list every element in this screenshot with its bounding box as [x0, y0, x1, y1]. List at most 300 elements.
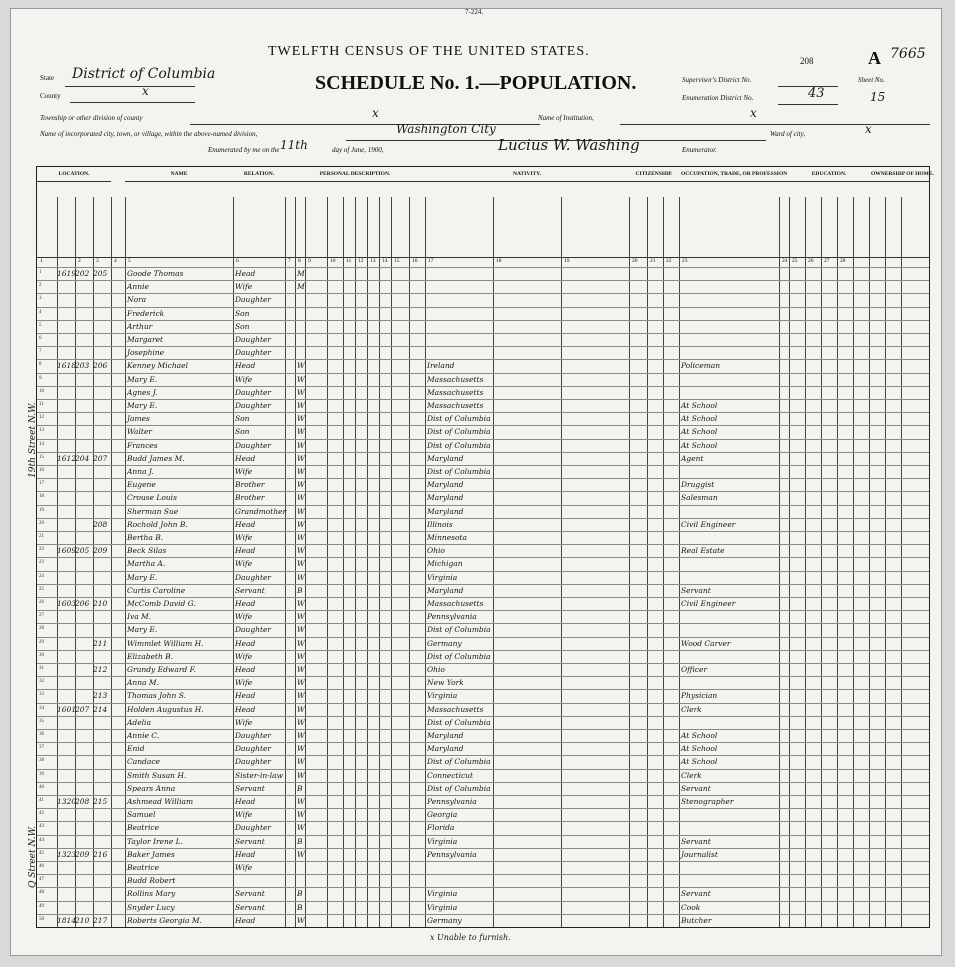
cell-birthplace: Dist of Columbia: [427, 783, 491, 793]
cell-family: 217: [93, 915, 108, 925]
cell-sex: W: [297, 797, 305, 806]
cell-birthplace: Pennsylvania: [427, 849, 477, 859]
column-group-3: PERSONAL DESCRIPTION.: [319, 171, 391, 177]
cell-birthplace: Virginia: [427, 889, 458, 899]
table-row: [37, 861, 929, 862]
cell-name: Spears Anna: [127, 783, 176, 793]
row-number: 28: [39, 626, 44, 632]
table-row: [37, 887, 929, 888]
cell-occupation: At School: [681, 731, 718, 740]
column-group-8: OWNERSHIP OF HOME.: [871, 171, 934, 177]
cell-name: Agnes J.: [127, 387, 158, 397]
cell-relation: Brother: [235, 493, 265, 503]
cell-dwelling: 206: [75, 599, 90, 608]
cell-relation: Servant: [235, 902, 265, 912]
table-row: [37, 729, 929, 730]
table-row: [37, 848, 929, 849]
row-number: 35: [39, 718, 44, 724]
row-number: 26: [39, 600, 44, 605]
cell-sex: M: [297, 269, 305, 278]
row-number: 5: [39, 322, 42, 328]
table-row: [37, 478, 929, 479]
cell-name: Snyder Lucy: [127, 902, 175, 912]
row-number: 25: [39, 586, 44, 592]
cell-name: Grundy Edward F.: [127, 665, 197, 674]
cell-sex: W: [297, 533, 305, 542]
cell-name: Crouse Louis: [127, 493, 177, 503]
cell-sex: W: [297, 717, 305, 727]
cell-relation: Daughter: [235, 335, 271, 344]
row-number: 16: [39, 468, 44, 473]
cell-relation: Daughter: [235, 625, 271, 635]
table-row: [37, 571, 929, 572]
cell-relation: Daughter: [235, 401, 271, 410]
cell-relation: Head: [235, 797, 256, 806]
cell-relation: Head: [235, 665, 256, 674]
table-row: [37, 333, 929, 334]
table-row: [37, 703, 929, 704]
table-row: [37, 412, 929, 413]
cell-birthplace: Dist of Columbia: [427, 427, 491, 437]
cell-relation: Head: [235, 546, 256, 556]
cell-occupation: At School: [681, 744, 718, 754]
column-number: 24: [782, 258, 788, 264]
cell-birthplace: New York: [427, 678, 464, 688]
cell-sex: W: [297, 665, 305, 674]
row-number: 6: [39, 336, 42, 341]
cell-birthplace: Virginia: [427, 572, 458, 582]
cell-relation: Servant: [235, 836, 265, 846]
cell-sex: W: [297, 493, 305, 503]
cell-name: Eugene: [127, 480, 156, 490]
cell-sex: W: [297, 440, 305, 450]
cell-sex: B: [297, 902, 303, 912]
column-number: 6: [236, 258, 239, 264]
cell-house: 1323: [57, 849, 77, 859]
row-number: 49: [39, 903, 44, 909]
institution-value: x: [750, 106, 757, 120]
table-row: [37, 320, 929, 321]
cell-occupation: Butcher: [681, 915, 712, 925]
column-number: 12: [358, 258, 364, 264]
cell-relation: Head: [235, 638, 256, 648]
cell-name: Candace: [127, 757, 160, 767]
cell-birthplace: Maryland: [427, 453, 464, 463]
row-number: 43: [39, 824, 44, 830]
cell-dwelling: 205: [75, 546, 90, 556]
cell-name: Taylor Irene L.: [127, 836, 184, 846]
cell-relation: Wife: [235, 810, 253, 820]
cell-name: Arthur: [127, 321, 153, 331]
form-number: 7-224.: [465, 8, 484, 16]
cell-birthplace: Maryland: [427, 585, 464, 595]
cell-birthplace: Florida: [427, 823, 455, 833]
page-number: 208: [800, 56, 814, 66]
cell-occupation: At School: [681, 414, 718, 424]
cell-house: 1618: [57, 361, 77, 371]
state-value: District of Columbia: [72, 66, 216, 82]
cell-sex: B: [297, 836, 303, 846]
cell-name: Mary E.: [127, 374, 158, 384]
row-number: 47: [39, 877, 44, 883]
table-row: [37, 597, 929, 598]
cell-sex: W: [297, 770, 305, 780]
table-row: [37, 795, 929, 796]
table-row: [37, 452, 929, 453]
cell-sex: W: [297, 638, 305, 648]
census-page: [10, 8, 942, 956]
cell-family: 216: [93, 849, 108, 859]
cell-relation: Head: [235, 361, 256, 371]
row-number: 10: [39, 388, 44, 394]
column-number: 7: [288, 258, 291, 264]
cell-name: Smith Susan H.: [127, 770, 187, 780]
cell-sex: W: [297, 757, 305, 767]
column-group-2: RELATION.: [243, 171, 275, 177]
cell-sex: B: [297, 783, 303, 793]
cell-sex: W: [297, 612, 305, 622]
cell-sex: W: [297, 374, 305, 384]
cell-name: Mary E.: [127, 625, 158, 635]
cell-name: Budd James M.: [127, 453, 185, 463]
row-number: 7: [39, 349, 42, 355]
table-row: [37, 584, 929, 585]
row-number: 21: [39, 534, 44, 539]
cell-occupation: Wood Carver: [681, 638, 731, 648]
column-number: 16: [412, 258, 418, 264]
cell-occupation: At School: [681, 440, 718, 450]
cell-birthplace: Connecticut: [427, 770, 474, 780]
row-number: 31: [39, 666, 44, 671]
column-number: 5: [128, 258, 131, 264]
cell-sex: W: [297, 731, 305, 740]
cell-occupation: Officer: [681, 665, 708, 674]
table-row: [37, 544, 929, 545]
column-number: 11: [346, 258, 352, 264]
table-row: [37, 267, 929, 268]
cell-name: Frances: [127, 440, 158, 450]
row-number: 39: [39, 771, 44, 777]
table-header: [37, 167, 934, 268]
row-number: 37: [39, 745, 44, 751]
population-table: [36, 166, 934, 928]
cell-birthplace: Massachusetts: [427, 599, 484, 608]
cell-birthplace: Maryland: [427, 731, 464, 740]
cell-relation: Wife: [235, 282, 253, 292]
cell-name: Bertha B.: [127, 533, 164, 542]
cell-family: 212: [93, 665, 108, 674]
row-number: 24: [39, 573, 44, 579]
table-row: [37, 518, 929, 519]
cell-occupation: Civil Engineer: [681, 599, 736, 608]
row-number: 29: [39, 639, 44, 645]
table-row: [37, 399, 929, 400]
cell-family: 205: [93, 269, 108, 278]
cell-relation: Head: [235, 519, 256, 529]
cell-relation: Head: [235, 849, 256, 859]
enumerated-month-label: day of June, 1900,: [332, 146, 384, 154]
column-number: 21: [650, 258, 656, 264]
cell-occupation: At School: [681, 427, 718, 437]
row-number: 13: [39, 428, 44, 434]
cell-name: Ashmead William: [127, 797, 194, 806]
cell-relation: Wife: [235, 533, 253, 542]
table-row: [37, 821, 929, 822]
cell-name: Rochold John B.: [127, 519, 188, 529]
row-number: 36: [39, 732, 44, 737]
cell-name: Josephine: [127, 348, 165, 358]
table-row: [37, 874, 929, 875]
cell-dwelling: 203: [75, 361, 90, 371]
margin-note-street-2: Q Street N.W.: [28, 825, 38, 888]
column-number: 20: [632, 258, 638, 264]
cell-birthplace: Maryland: [427, 480, 464, 490]
cell-sex: B: [297, 585, 303, 595]
cell-sex: W: [297, 691, 305, 701]
cell-name: Sherman Sue: [127, 506, 179, 516]
cell-sex: W: [297, 506, 305, 516]
cell-birthplace: Dist of Columbia: [427, 717, 491, 727]
cell-occupation: Policeman: [681, 361, 721, 371]
margin-note-street: 19th Street N.W.: [28, 402, 38, 478]
cell-sex: W: [297, 559, 305, 569]
cell-relation: Wife: [235, 678, 253, 688]
row-number: 1: [39, 270, 42, 275]
cell-relation: Grandmother: [235, 506, 287, 516]
cell-name: Mary E.: [127, 572, 158, 582]
row-number: 22: [39, 547, 44, 553]
column-group-7: EDUCATION.: [811, 171, 847, 177]
row-number: 50: [39, 916, 44, 922]
state-label: State: [40, 74, 54, 82]
cell-name: Annie C.: [127, 731, 160, 740]
cell-relation: Head: [235, 691, 256, 701]
cell-house: 1612: [57, 453, 77, 463]
cell-relation: Daughter: [235, 757, 271, 767]
cell-dwelling: 209: [75, 849, 90, 859]
column-number: 9: [308, 258, 311, 264]
cell-relation: Wife: [235, 559, 253, 569]
cell-occupation: Clerk: [681, 770, 702, 780]
cell-relation: Daughter: [235, 440, 271, 450]
cell-relation: Daughter: [235, 823, 271, 833]
column-group-1: NAME: [170, 171, 188, 177]
row-number: 19: [39, 507, 44, 513]
cell-name: Wimmlet William H.: [127, 638, 204, 648]
footnote: x Unable to furnish.: [430, 933, 511, 942]
cell-name: Beatrice: [127, 823, 160, 833]
cell-relation: Son: [235, 414, 250, 424]
cell-name: Nora: [127, 295, 147, 305]
cell-sex: W: [297, 678, 305, 688]
cell-name: Rollins Mary: [127, 889, 176, 899]
cell-birthplace: Minnesota: [427, 533, 468, 542]
cell-sex: W: [297, 546, 305, 556]
table-row: [37, 755, 929, 756]
row-number: 42: [39, 811, 44, 817]
cell-house: 1814: [57, 915, 77, 925]
cell-birthplace: Dist of Columbia: [427, 440, 491, 450]
column-number: 8: [298, 258, 301, 264]
column-number: 28: [840, 258, 846, 264]
city-value: Washington City: [396, 122, 496, 136]
cell-name: Annie: [127, 282, 149, 292]
row-number: 34: [39, 705, 44, 711]
cell-house: 1619: [57, 269, 77, 278]
cell-family: 206: [93, 361, 108, 371]
cell-name: Budd Robert: [127, 876, 176, 886]
column-number: 15: [394, 258, 400, 264]
cell-birthplace: Pennsylvania: [427, 797, 477, 806]
cell-occupation: Journalist: [681, 849, 718, 859]
cell-birthplace: Massachusetts: [427, 387, 484, 397]
cell-sex: W: [297, 480, 305, 490]
cell-name: James: [127, 414, 150, 424]
cell-family: 211: [93, 638, 108, 648]
cell-dwelling: 210: [75, 915, 90, 925]
row-number: 32: [39, 679, 44, 685]
cell-occupation: Servant: [681, 836, 711, 846]
cell-name: Samuel: [127, 810, 156, 820]
cell-birthplace: Michigan: [427, 559, 463, 569]
enumeration-label: Enumeration District No.: [682, 94, 754, 102]
cell-occupation: At School: [681, 757, 718, 767]
cell-family: 207: [93, 453, 108, 463]
table-row: [37, 491, 929, 492]
row-number: 3: [39, 296, 42, 302]
row-number: 20: [39, 520, 44, 526]
cell-name: McComb David G.: [127, 599, 196, 608]
cell-sex: W: [297, 744, 305, 754]
enumerated-label: Enumerated by me on the: [208, 146, 280, 154]
cell-name: Enid: [127, 744, 145, 754]
cell-dwelling: 202: [75, 269, 90, 278]
cell-dwelling: 207: [75, 704, 90, 714]
cell-sex: W: [297, 453, 305, 463]
table-row: [37, 293, 929, 294]
table-row: [37, 307, 929, 308]
cell-relation: Daughter: [235, 348, 271, 358]
column-number: 3: [96, 258, 99, 264]
cell-birthplace: Germany: [427, 638, 462, 648]
cell-occupation: Druggist: [681, 480, 715, 490]
cell-relation: Daughter: [235, 387, 271, 397]
cell-occupation: At School: [681, 401, 718, 410]
table-row: [37, 689, 929, 690]
row-number: 41: [39, 798, 44, 803]
schedule-title: SCHEDULE No. 1.—POPULATION.: [315, 72, 637, 94]
cell-sex: W: [297, 519, 305, 529]
column-number: 17: [428, 258, 434, 264]
cell-birthplace: Georgia: [427, 810, 458, 820]
cell-occupation: Servant: [681, 585, 711, 595]
cell-relation: Wife: [235, 863, 253, 872]
cell-relation: Servant: [235, 889, 265, 899]
cell-name: Thomas John S.: [127, 691, 186, 701]
row-number: 11: [39, 402, 44, 407]
cell-relation: Wife: [235, 717, 253, 727]
table-row: [37, 676, 929, 677]
cell-name: Margaret: [127, 335, 164, 344]
table-row: [37, 505, 929, 506]
cell-relation: Daughter: [235, 731, 271, 740]
cell-family: 213: [93, 691, 108, 701]
enumerator-signature: Lucius W. Washing: [498, 136, 640, 154]
cell-birthplace: Dist of Columbia: [427, 625, 491, 635]
cell-sex: W: [297, 361, 305, 371]
enumeration-value: 43: [808, 86, 825, 101]
cell-name: Anna J.: [127, 467, 154, 476]
cell-sex: W: [297, 572, 305, 582]
cell-relation: Head: [235, 599, 256, 608]
enumerated-day: 11th: [280, 138, 308, 152]
row-number: 18: [39, 494, 44, 500]
table-row: [37, 742, 929, 743]
cell-sex: W: [297, 849, 305, 859]
cell-occupation: Cook: [681, 902, 701, 912]
column-number: 10: [330, 258, 336, 264]
row-number: 38: [39, 758, 44, 764]
cell-relation: Wife: [235, 374, 253, 384]
cell-birthplace: Germany: [427, 915, 462, 925]
cell-name: Elizabeth B.: [127, 651, 174, 661]
table-row: [37, 359, 929, 360]
cell-sex: W: [297, 915, 305, 925]
stamp-number: 7665: [890, 46, 926, 62]
cell-name: Beatrice: [127, 863, 160, 872]
table-row: [37, 465, 929, 466]
cell-name: Anna M.: [127, 678, 159, 688]
cell-house: 1609: [57, 546, 77, 556]
cell-occupation: Salesman: [681, 493, 718, 503]
city-label: Name of incorporated city, town, or village, within the above-named division,: [40, 130, 258, 138]
cell-sex: B: [297, 889, 303, 899]
column-group-6: OCCUPATION, TRADE, OR PROFESSION: [681, 171, 788, 177]
table-row: [37, 610, 929, 611]
cell-occupation: Clerk: [681, 704, 702, 714]
cell-dwelling: 204: [75, 453, 90, 463]
cell-name: Holden Augustus H.: [127, 704, 204, 714]
cell-family: 215: [93, 797, 108, 806]
cell-relation: Brother: [235, 480, 265, 490]
cell-sex: W: [297, 599, 305, 608]
county-value: x: [142, 84, 149, 98]
enumerator-label: Enumerator.: [682, 146, 717, 154]
column-number: 23: [682, 258, 688, 264]
row-number: 9: [39, 375, 42, 381]
column-number: 22: [666, 258, 672, 264]
cell-birthplace: Maryland: [427, 506, 464, 516]
table-row: [37, 901, 929, 902]
row-number: 17: [39, 481, 44, 487]
cell-birthplace: Virginia: [427, 902, 458, 912]
table-row: [37, 531, 929, 532]
township-label: Township or other division of county: [40, 114, 143, 122]
cell-family: 214: [93, 704, 108, 714]
column-number: 27: [824, 258, 830, 264]
cell-occupation: Servant: [681, 889, 711, 899]
cell-birthplace: Pennsylvania: [427, 612, 477, 622]
row-number: 14: [39, 441, 44, 447]
cell-birthplace: Massachusetts: [427, 401, 484, 410]
cell-occupation: Servant: [681, 783, 711, 793]
cell-birthplace: Dist of Columbia: [427, 651, 491, 661]
column-number: 26: [808, 258, 814, 264]
cell-sex: W: [297, 427, 305, 437]
table-row: [37, 386, 929, 387]
cell-sex: M: [297, 282, 305, 292]
row-number: 48: [39, 890, 44, 896]
